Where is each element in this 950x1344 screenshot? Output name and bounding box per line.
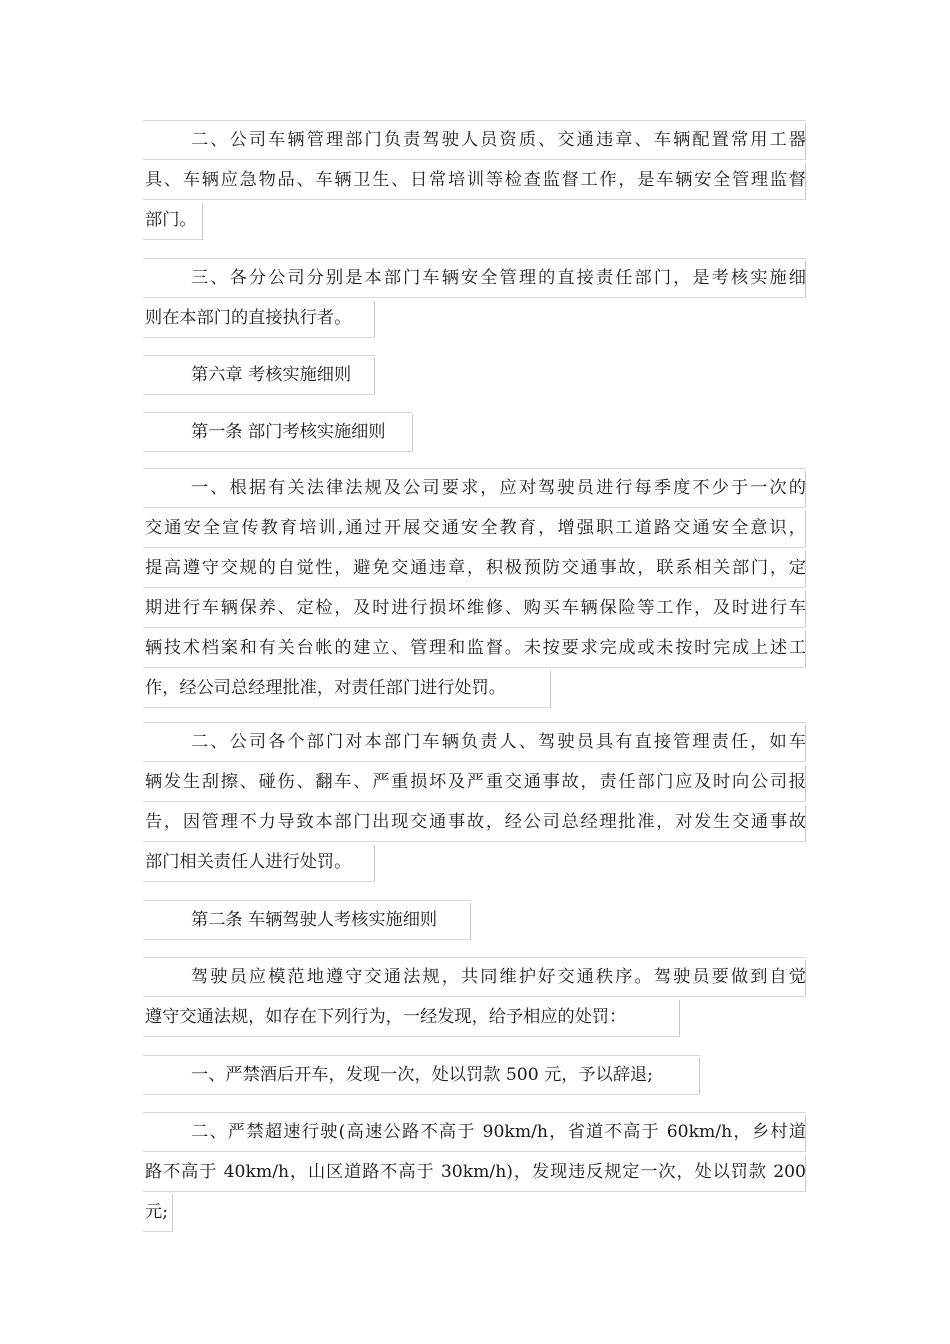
line-edge-rule (805, 471, 806, 508)
text-line: 二、公司车辆管理部门负责驾驶人员资质、交通违章、车辆配置常用工器 (143, 120, 806, 160)
line-edge-rule (805, 511, 806, 548)
text-line: 元; (143, 1192, 173, 1232)
text-line: 遵守交通法规，如存在下列行为，一经发现，给予相应的处罚： (143, 997, 680, 1037)
line-edge-rule (805, 1155, 806, 1192)
line-edge-rule (374, 301, 375, 338)
text-line: 驾驶员应模范地遵守交通法规，共同维护好交通秩序。驾驶员要做到自觉 (143, 957, 806, 997)
line-edge-rule (805, 631, 806, 668)
line-edge-rule (805, 591, 806, 628)
text-line: 具、车辆应急物品、车辆卫生、日常培训等检查监督工作，是车辆安全管理监督 (143, 160, 806, 200)
text-line: 路不高于 40km/h，山区道路不高于 30km/h)，发现违反规定一次，处以罚款 200 (143, 1152, 806, 1192)
line-edge-rule (470, 903, 471, 940)
article-heading-1 (143, 412, 806, 452)
text-line: 提高遵守交规的自觉性，避免交通违章，积极预防交通事故，联系相关部门，定 (143, 548, 806, 588)
line-edge-rule (805, 725, 806, 762)
text-line: 三、各分公司分别是本部门车辆安全管理的直接责任部门，是考核实施细 (143, 258, 806, 298)
line-edge-rule (374, 845, 375, 882)
line-edge-rule (805, 960, 806, 997)
article-title: 第一条 部门考核实施细则 (143, 412, 413, 452)
paragraph-branch-companies (143, 258, 806, 338)
chapter-heading (143, 355, 806, 395)
line-edge-rule (805, 123, 806, 160)
line-edge-rule (202, 203, 203, 240)
text-line: 期进行车辆保养、定检，及时进行损坏维修、购买车辆保险等工作，及时进行车 (143, 588, 806, 628)
text-line: 二、严禁超速行驶(高速公路不高于 90km/h，省道不高于 60km/h，乡村道 (143, 1112, 806, 1152)
line-edge-rule (805, 805, 806, 842)
text-line: 告，因管理不力导致本部门出现交通事故，经公司总经理批准，对发生交通事故 (143, 802, 806, 842)
text-line: 一、严禁酒后开车，发现一次，处以罚款 500 元，予以辞退; (143, 1055, 700, 1095)
line-edge-rule (172, 1195, 173, 1232)
line-edge-rule (805, 551, 806, 588)
text-line: 部门。 (143, 200, 203, 240)
line-edge-rule (550, 671, 551, 708)
article-heading-2 (143, 900, 806, 940)
paragraph-driver-rules (143, 957, 806, 1037)
paragraph-dept-training (143, 468, 806, 708)
text-line: 交通安全宣传教育培训,通过开展交通安全教育，增强职工道路交通安全意识， (143, 508, 806, 548)
text-line: 一、根据有关法律法规及公司要求，应对驾驶员进行每季度不少于一次的 (143, 468, 806, 508)
line-edge-rule (412, 415, 413, 452)
text-line: 辆发生刮擦、碰伤、翻车、严重损坏及严重交通事故，责任部门应及时向公司报 (143, 762, 806, 802)
paragraph-dept-responsibility (143, 722, 806, 882)
paragraph-vehicle-management-dept (143, 120, 806, 240)
text-line: 作，经公司总经理批准，对责任部门进行处罚。 (143, 668, 551, 708)
text-line: 辆技术档案和有关台帐的建立、管理和监督。未按要求完成或未按时完成上述工 (143, 628, 806, 668)
chapter-title: 第六章 考核实施细则 (143, 355, 375, 395)
line-edge-rule (805, 765, 806, 802)
text-line: 则在本部门的直接执行者。 (143, 298, 375, 338)
line-edge-rule (374, 358, 375, 395)
paragraph-drunk-driving (143, 1055, 806, 1095)
article-title: 第二条 车辆驾驶人考核实施细则 (143, 900, 471, 940)
text-line: 二、公司各个部门对本部门车辆负责人、驾驶员具有直接管理责任，如车 (143, 722, 806, 762)
line-edge-rule (699, 1058, 700, 1095)
paragraph-speeding (143, 1112, 806, 1232)
text-line: 部门相关责任人进行处罚。 (143, 842, 375, 882)
line-edge-rule (805, 1115, 806, 1152)
line-edge-rule (679, 1000, 680, 1037)
line-edge-rule (805, 163, 806, 200)
line-edge-rule (805, 261, 806, 298)
